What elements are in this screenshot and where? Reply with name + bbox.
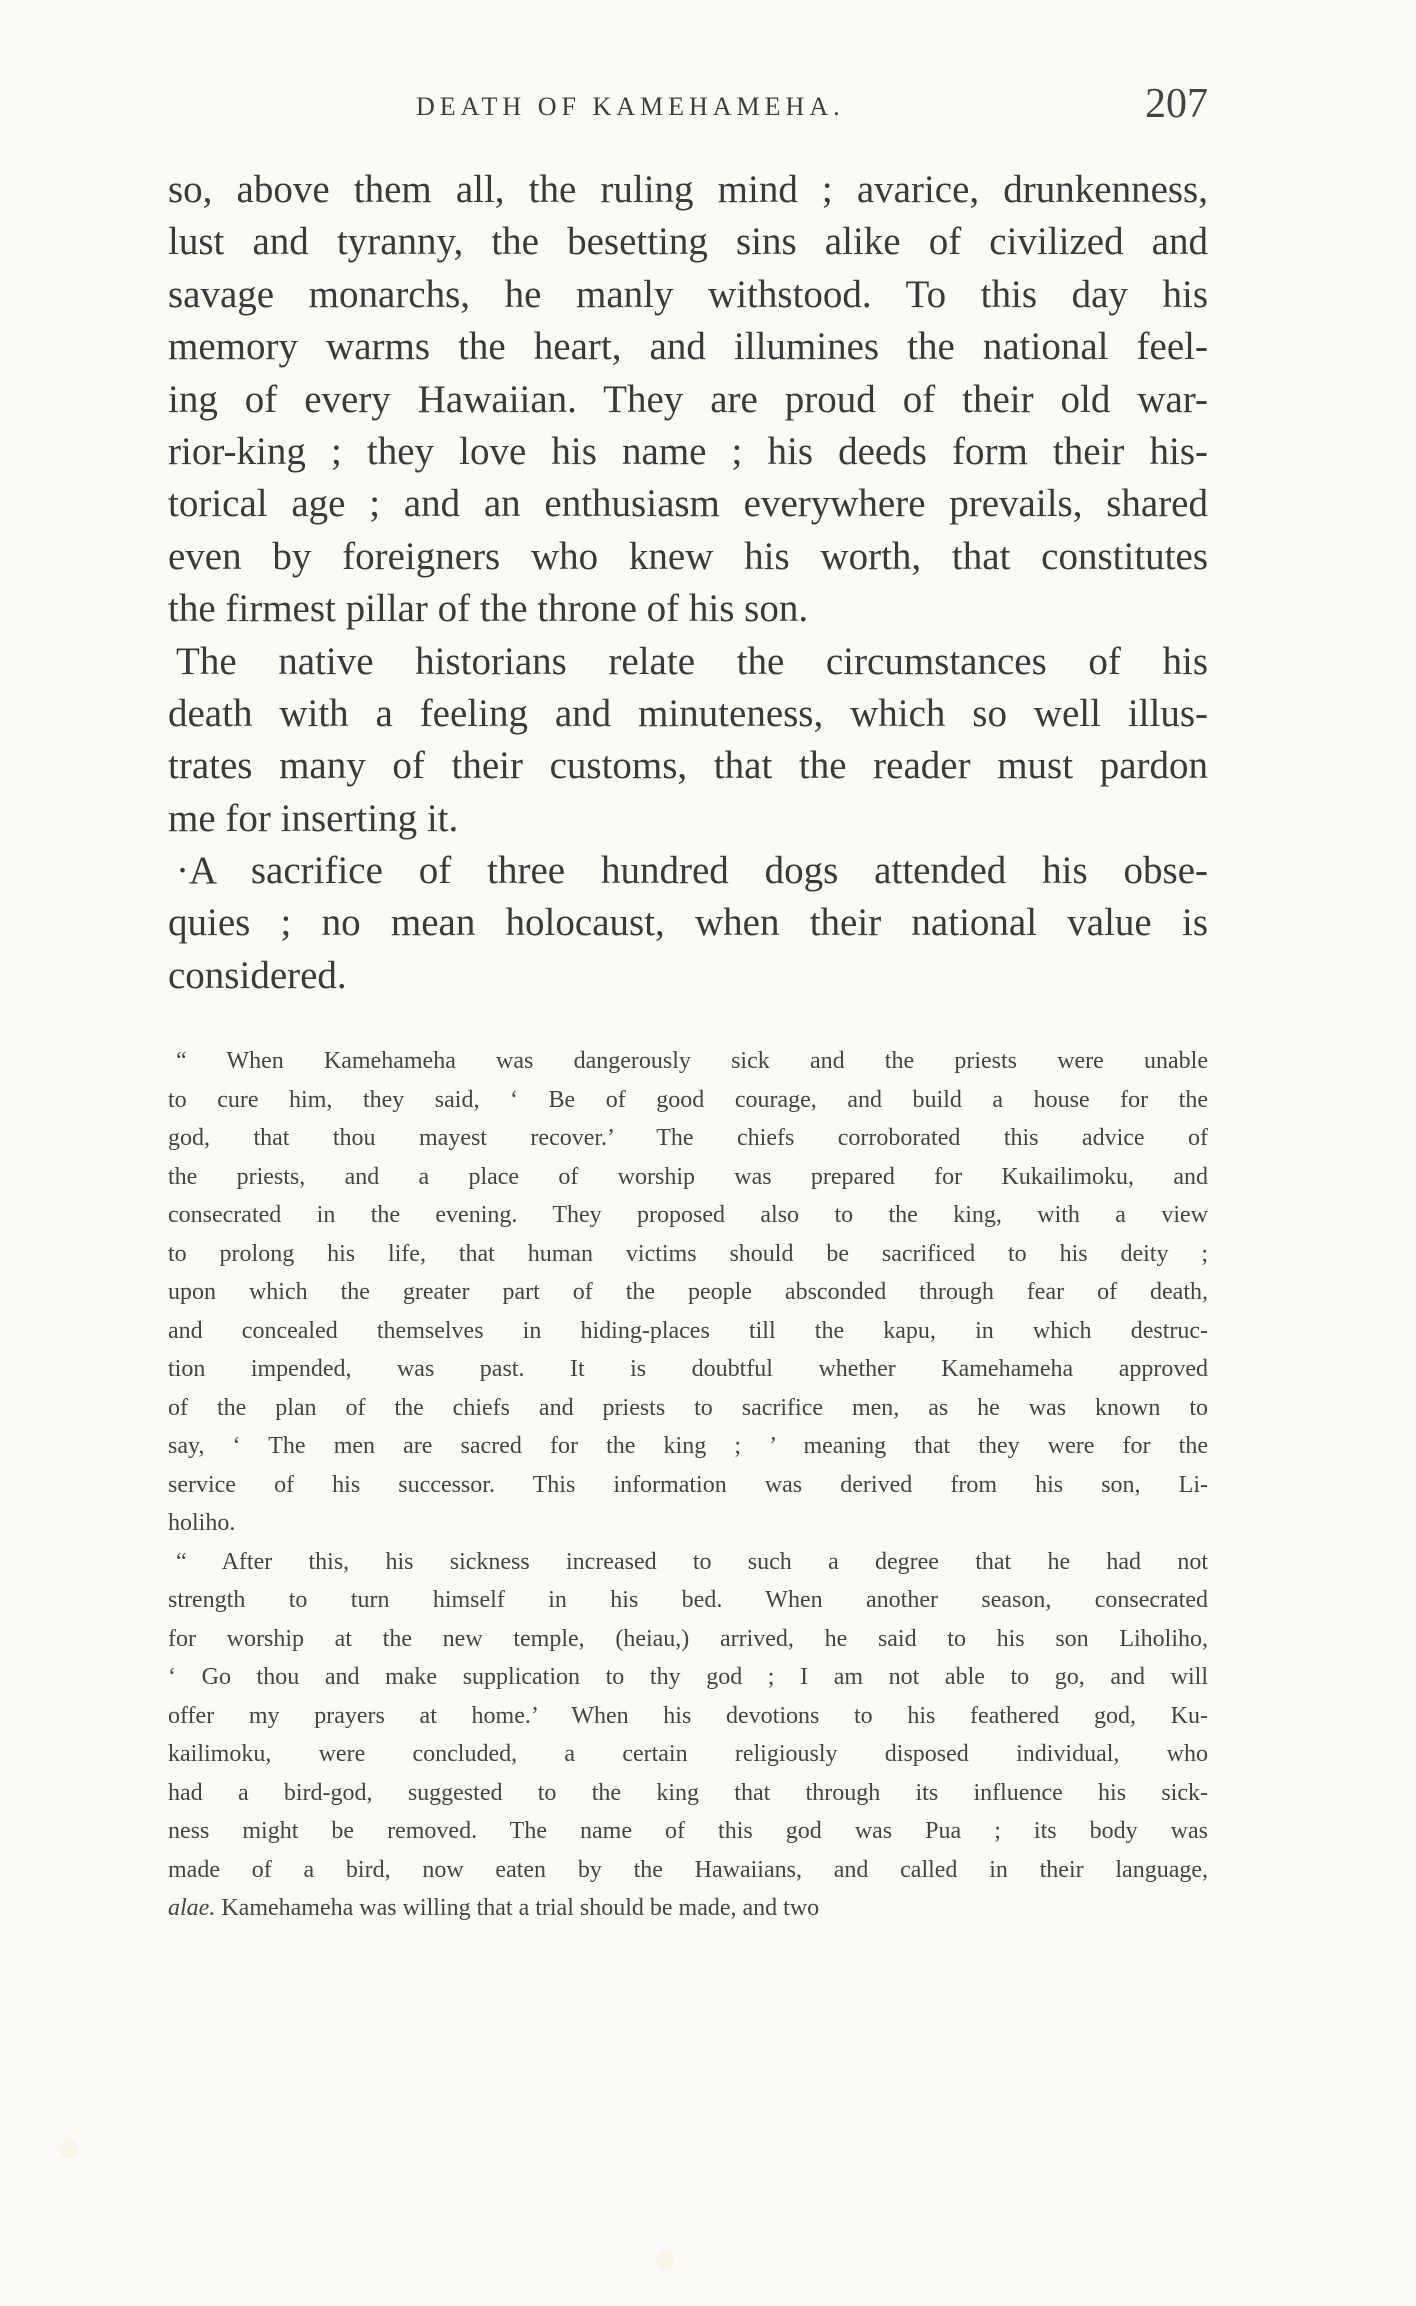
footnote-line-final: [168, 1889, 1208, 1928]
footnote-line: to cure him, they said, ‘ Be of good courage, and build a house for the: [168, 1086, 1208, 1113]
footnote-line: say, ‘ The men are sacred for the king ; ’ meaning that they were for the: [168, 1433, 1208, 1459]
main-text-line: ·A sacrifice of three hundred dogs attended his obse-: [176, 849, 1208, 893]
main-text-line: savage monarchs, he manly withstood. To this day his: [168, 272, 1208, 316]
main-text-line: so, above them all, the ruling mind ; avarice, drunkenness,: [168, 168, 1208, 211]
footnote-line: ‘ Go thou and make supplication to thy god ; I am not able to go, and will: [168, 1664, 1208, 1690]
footnote-line: “ When Kamehameha was dangerously sick and the priests were unable: [176, 1048, 1208, 1074]
footnote-line-rest: Kamehameha was willing that a trial should be made, and two: [215, 1895, 820, 1921]
footnote-line: service of his successor. This information was derived from his son, Li-: [168, 1471, 1208, 1498]
footnote-line: for worship at the new temple, (heiau,) arrived, he said to his son Liholiho,: [168, 1625, 1208, 1652]
footnote-line: of the plan of the chiefs and priests to sacrifice men, as he was known to: [168, 1394, 1208, 1421]
main-text-line: trates many of their customs, that the reader must pardon: [168, 744, 1208, 788]
main-text-line: the firmest pillar of the throne of his son.: [168, 587, 809, 631]
paper-blemish: [60, 2140, 78, 2158]
footnote-line: god, that thou mayest recover.’ The chiefs corroborated this advice of: [168, 1125, 1208, 1151]
main-text-line: torical age ; and an enthusiasm everywhere prevails, shared: [168, 482, 1208, 526]
footnote-line: offer my prayers at home.’ When his devotions to his feathered god, Ku-: [168, 1702, 1208, 1729]
footnote-line: and concealed themselves in hiding-places till the kapu, in which destruc-: [168, 1317, 1208, 1344]
main-text: [168, 164, 1208, 1002]
main-text-line: me for inserting it.: [168, 796, 459, 840]
footnote-line: ness might be removed. The name of this god was Pua ; its body was: [168, 1818, 1208, 1844]
footnote-line: upon which the greater part of the people absconded through fear of death,: [168, 1279, 1208, 1305]
running-head: DEATH OF KAMEHAMEHA.: [416, 92, 845, 121]
footnote-line: holiho.: [168, 1510, 236, 1536]
main-text-line: The native historians relate the circumstances of his: [176, 639, 1208, 683]
main-text-line: lust and tyranny, the besetting sins alike of civilized and: [168, 220, 1208, 264]
footnote-line: “ After this, his sickness increased to such a degree that he had not: [176, 1548, 1208, 1575]
footnote-line: had a bird-god, suggested to the king that through its influence his sick-: [168, 1779, 1208, 1806]
main-text-line: ing of every Hawaiian. They are proud of their old war-: [168, 377, 1208, 421]
footnote-line: the priests, and a place of worship was prepared for Kukailimoku, and: [168, 1163, 1208, 1190]
footnote-line: to prolong his life, that human victims should be sacrificed to his deity ;: [168, 1240, 1208, 1267]
footnote-line: strength to turn himself in his bed. When another season, consecrated: [168, 1587, 1208, 1613]
main-text-line: memory warms the heart, and illumines the national feel-: [168, 325, 1208, 369]
main-text-line: even by foreigners who knew his worth, that constitutes: [168, 534, 1208, 578]
page-number: 207: [1145, 81, 1208, 127]
footnote-line: tion impended, was past. It is doubtful whether Kamehameha approved: [168, 1356, 1208, 1382]
paper-blemish: [656, 2252, 674, 2270]
main-text-line: quies ; no mean holocaust, when their national value is: [168, 901, 1208, 945]
main-text-line: death with a feeling and minuteness, which so well illus-: [168, 691, 1208, 735]
page-header: [168, 78, 1208, 138]
main-text-line: considered.: [168, 953, 347, 997]
footnote-line: consecrated in the evening. They proposed also to the king, with a view: [168, 1202, 1208, 1228]
footnote-line: made of a bird, now eaten by the Hawaiians, and called in their language,: [168, 1856, 1208, 1883]
footnote-block: [168, 1042, 1208, 1928]
footnote-line: kailimoku, were concluded, a certain religiously disposed individual, who: [168, 1741, 1208, 1767]
main-text-line: rior-king ; they love his name ; his deeds form their his-: [168, 429, 1208, 473]
footnote-italic-word: alae.: [168, 1895, 216, 1921]
